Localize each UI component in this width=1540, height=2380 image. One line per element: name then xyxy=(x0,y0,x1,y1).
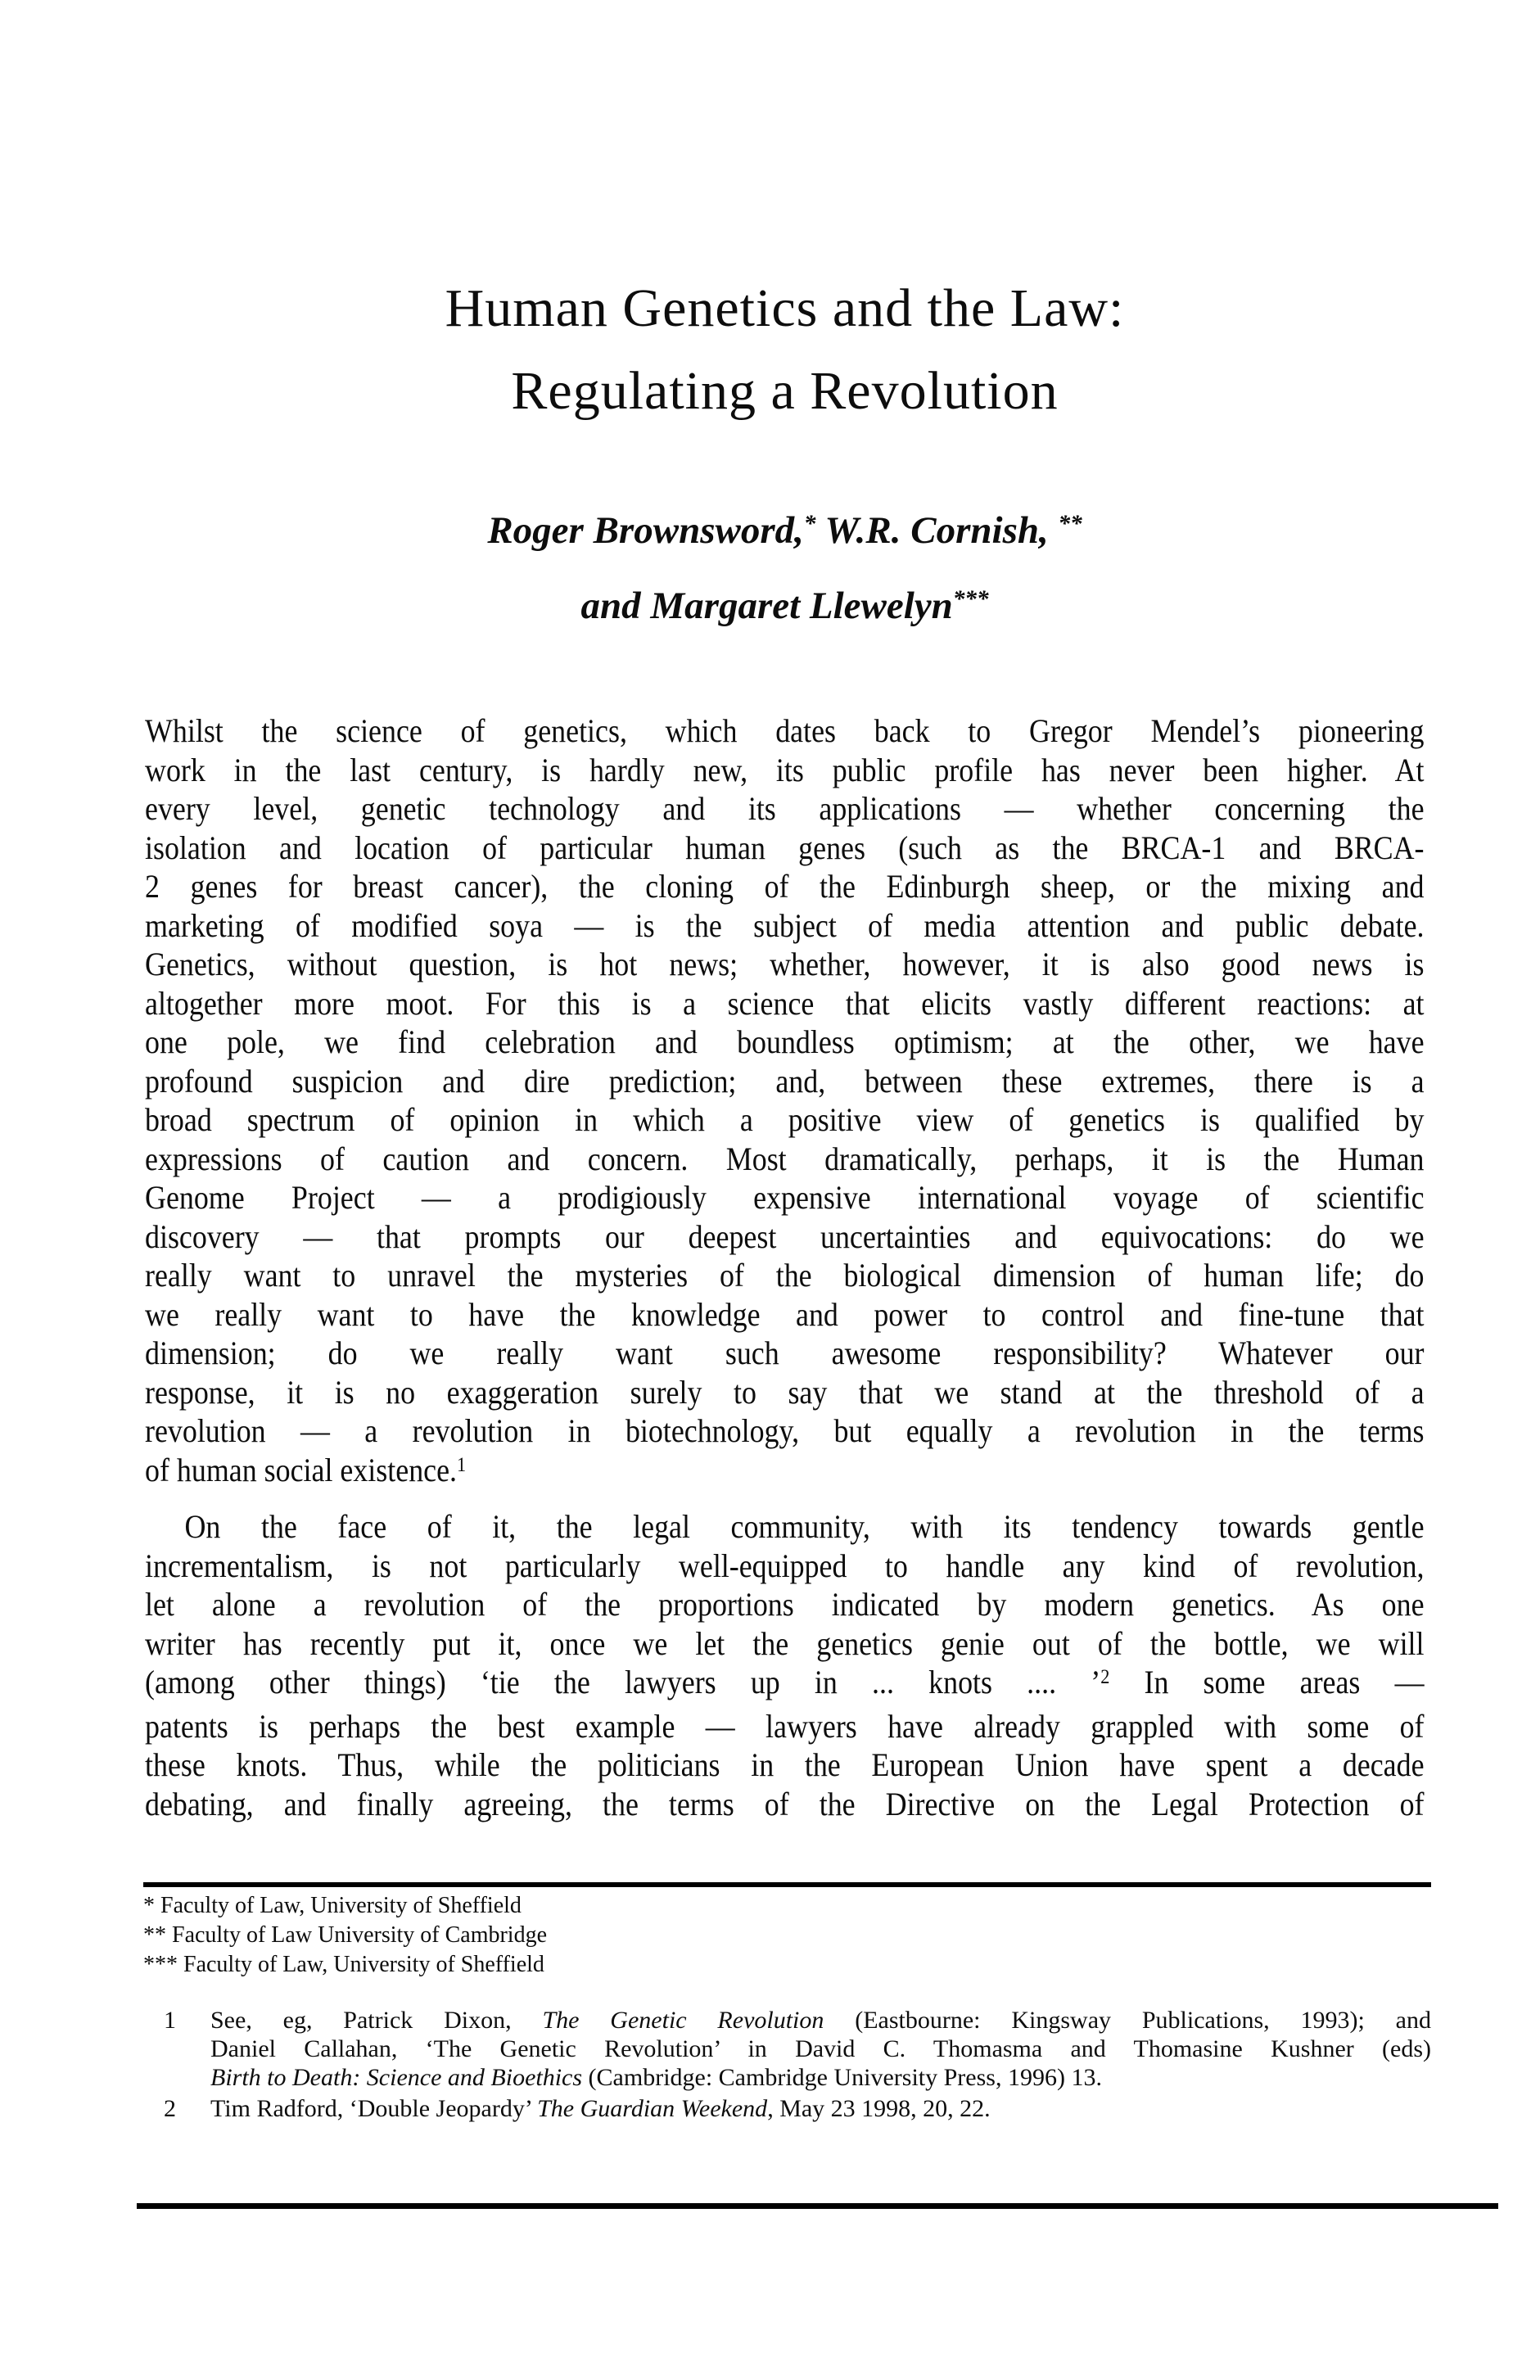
text-run: Birth to Death: Science and Bioethics xyxy=(210,2064,583,2091)
text-run: (among other things) ‘tie the lawyers up in ... knots .... ’ xyxy=(145,1664,1101,1700)
text-run: work in the last century, is hardly new, its public profile has never been higher. At xyxy=(145,751,1425,788)
footnote xyxy=(143,2094,1431,2123)
text-run: broad spectrum of opinion in which a positive view of genetics is qualified by xyxy=(145,1101,1425,1138)
text-run: these knots. Thus, while the politicians in the European Union have spent a decade xyxy=(145,1746,1425,1783)
text-run: profound suspicion and dire prediction; and, between these extremes, there is a xyxy=(145,1062,1425,1100)
footnote-line xyxy=(210,2063,1431,2092)
superscript-marker: 1 xyxy=(457,1453,467,1476)
text-line xyxy=(145,711,1425,751)
text-run: On the face of it, the legal community, with its tendency towards gentle xyxy=(184,1508,1425,1545)
text-line xyxy=(145,1062,1425,1101)
footnote-text xyxy=(210,2094,1431,2123)
text-run: altogether more moot. For this is a science that elicits vastly different reactions: at xyxy=(145,984,1425,1022)
text-line xyxy=(145,1507,1425,1547)
footnote-line xyxy=(210,2035,1431,2063)
text-run: and Margaret Llewelyn xyxy=(580,585,953,627)
text-line xyxy=(145,1547,1425,1586)
text-line xyxy=(145,1140,1425,1179)
text-run: patents is perhaps the best example — lawyers have already grappled with some of xyxy=(145,1707,1425,1745)
text-run: , May 23 1998, 20, 22. xyxy=(767,2095,991,2122)
text-line xyxy=(145,1785,1425,1824)
text-line xyxy=(145,945,1425,984)
text-run: discovery — that prompts our deepest uncertainties and equivocations: do we xyxy=(145,1217,1425,1255)
footnote xyxy=(143,2006,1431,2092)
author-line-1 xyxy=(145,508,1425,558)
text-line xyxy=(145,867,1425,906)
title-block xyxy=(145,267,1425,432)
superscript-marker: ** xyxy=(1058,511,1082,538)
footnote-text xyxy=(210,2006,1431,2092)
text-line xyxy=(145,984,1425,1023)
text-run: 2 genes for breast cancer), the cloning of the Edinburgh sheep, or the mixing and xyxy=(145,868,1425,905)
text-run: *** Faculty of Law, University of Sheffield xyxy=(143,1952,544,1977)
text-line xyxy=(145,906,1425,946)
text-run: response, it is no exaggeration surely to say that we stand at the threshold of a xyxy=(145,1373,1425,1411)
text-line xyxy=(145,751,1425,790)
text-line xyxy=(145,1373,1425,1412)
text-run: Genetics, without question, is hot news; whether, however, it is also good news is xyxy=(145,946,1425,982)
bottom-rule xyxy=(137,2203,1498,2209)
text-run: Roger Brownsword, xyxy=(487,509,804,552)
body-text xyxy=(145,711,1425,1823)
text-line xyxy=(145,1217,1425,1257)
footnote-number: 2 xyxy=(164,2095,176,2122)
text-run: * Faculty of Law, University of Sheffield xyxy=(143,1893,522,1918)
text-run: let alone a revolution of the proportions indicated by modern genetics. As one xyxy=(145,1586,1425,1623)
text-run: Tim Radford, ‘Double Jeopardy’ xyxy=(210,2095,538,2122)
text-run: writer has recently put it, once we let the genetics genie out of the bottle, we will xyxy=(145,1624,1425,1662)
footnote-number: 1 xyxy=(164,2007,176,2034)
text-run: incrementalism, is not particularly well-equipped to handle any kind of revolution, xyxy=(145,1547,1425,1584)
text-run: revolution — a revolution in biotechnology, but equally a revolution in the terms xyxy=(145,1412,1425,1449)
text-line xyxy=(145,1295,1425,1335)
text-run: W.R. Cornish, xyxy=(815,509,1059,552)
footnotes-block xyxy=(143,2006,1431,2123)
text-line xyxy=(145,1411,1425,1451)
affiliation-line xyxy=(143,1950,1431,1980)
text-line xyxy=(145,1624,1425,1664)
text-run: Daniel Callahan, ‘The Genetic Revolution’ in David C. Thomasma and Thomasine Kushner (eds) xyxy=(210,2035,1431,2062)
text-run: one pole, we find celebration and boundless optimism; at the other, we have xyxy=(145,1023,1425,1060)
paragraph xyxy=(145,711,1425,1494)
text-line xyxy=(145,1334,1425,1373)
superscript-marker: *** xyxy=(952,586,989,613)
author-line-2 xyxy=(145,583,1425,634)
text-run: Genome Project — a prodigiously expensive international voyage of scientific xyxy=(145,1179,1425,1216)
text-line xyxy=(145,1178,1425,1217)
text-run: (Cambridge: Cambridge University Press, 1996) 13. xyxy=(582,2064,1102,2091)
affiliation-line xyxy=(143,1891,1431,1921)
affiliations-block xyxy=(143,1891,1431,1980)
text-line xyxy=(145,789,1425,829)
text-line xyxy=(145,1451,1425,1495)
affiliation-line xyxy=(143,1921,1431,1950)
text-run: really want to unravel the mysteries of the biological dimension of human life; do xyxy=(145,1257,1425,1294)
text-run: (Eastbourne: Kingsway Publications, 1993); and xyxy=(824,2007,1431,2034)
text-run: In some areas — xyxy=(1109,1664,1425,1700)
footnote-line xyxy=(210,2006,1431,2035)
text-line xyxy=(145,1023,1425,1062)
text-run: dimension; do we really want such awesome responsibility? Whatever our xyxy=(145,1335,1425,1371)
superscript-marker: 2 xyxy=(1100,1666,1110,1689)
text-line xyxy=(145,1707,1425,1746)
text-run: The Guardian Weekend xyxy=(537,2095,768,2122)
text-run: isolation and location of particular human genes (such as the BRCA-1 and BRCA- xyxy=(145,829,1425,866)
text-run: marketing of modified soya — is the subject of media attention and public debate. xyxy=(145,906,1425,944)
text-run: of human social existence. xyxy=(145,1451,458,1488)
text-run: we really want to have the knowledge and power to control and fine-tune that xyxy=(145,1295,1425,1333)
footnote-separator-rule xyxy=(143,1882,1431,1887)
text-run: debating, and finally agreeing, the terms of the Directive on the Legal Protection of xyxy=(145,1785,1425,1822)
text-line xyxy=(145,829,1425,868)
text-line xyxy=(145,1100,1425,1140)
text-line xyxy=(145,1745,1425,1785)
text-run: every level, genetic technology and its applications — whether concerning the xyxy=(145,790,1425,827)
text-run: expressions of caution and concern. Most dramatically, perhaps, it is the Human xyxy=(145,1140,1425,1177)
text-run: ** Faculty of Law University of Cambridge xyxy=(143,1922,548,1948)
footnote-line xyxy=(210,2094,1431,2123)
text-run: Whilst the science of genetics, which dates back to Gregor Mendel’s pioneering xyxy=(145,712,1425,749)
superscript-marker: * xyxy=(803,511,816,538)
text-line xyxy=(145,1585,1425,1624)
paragraph xyxy=(145,1507,1425,1823)
text-line xyxy=(145,1256,1425,1295)
title-line-1: Human Genetics and the Law: xyxy=(445,278,1125,338)
text-run: The Genetic Revolution xyxy=(542,2007,824,2034)
text-line xyxy=(145,1663,1425,1707)
text-run: See, eg, Patrick Dixon, xyxy=(210,2007,543,2034)
title-line-2: Regulating a Revolution xyxy=(511,361,1059,421)
